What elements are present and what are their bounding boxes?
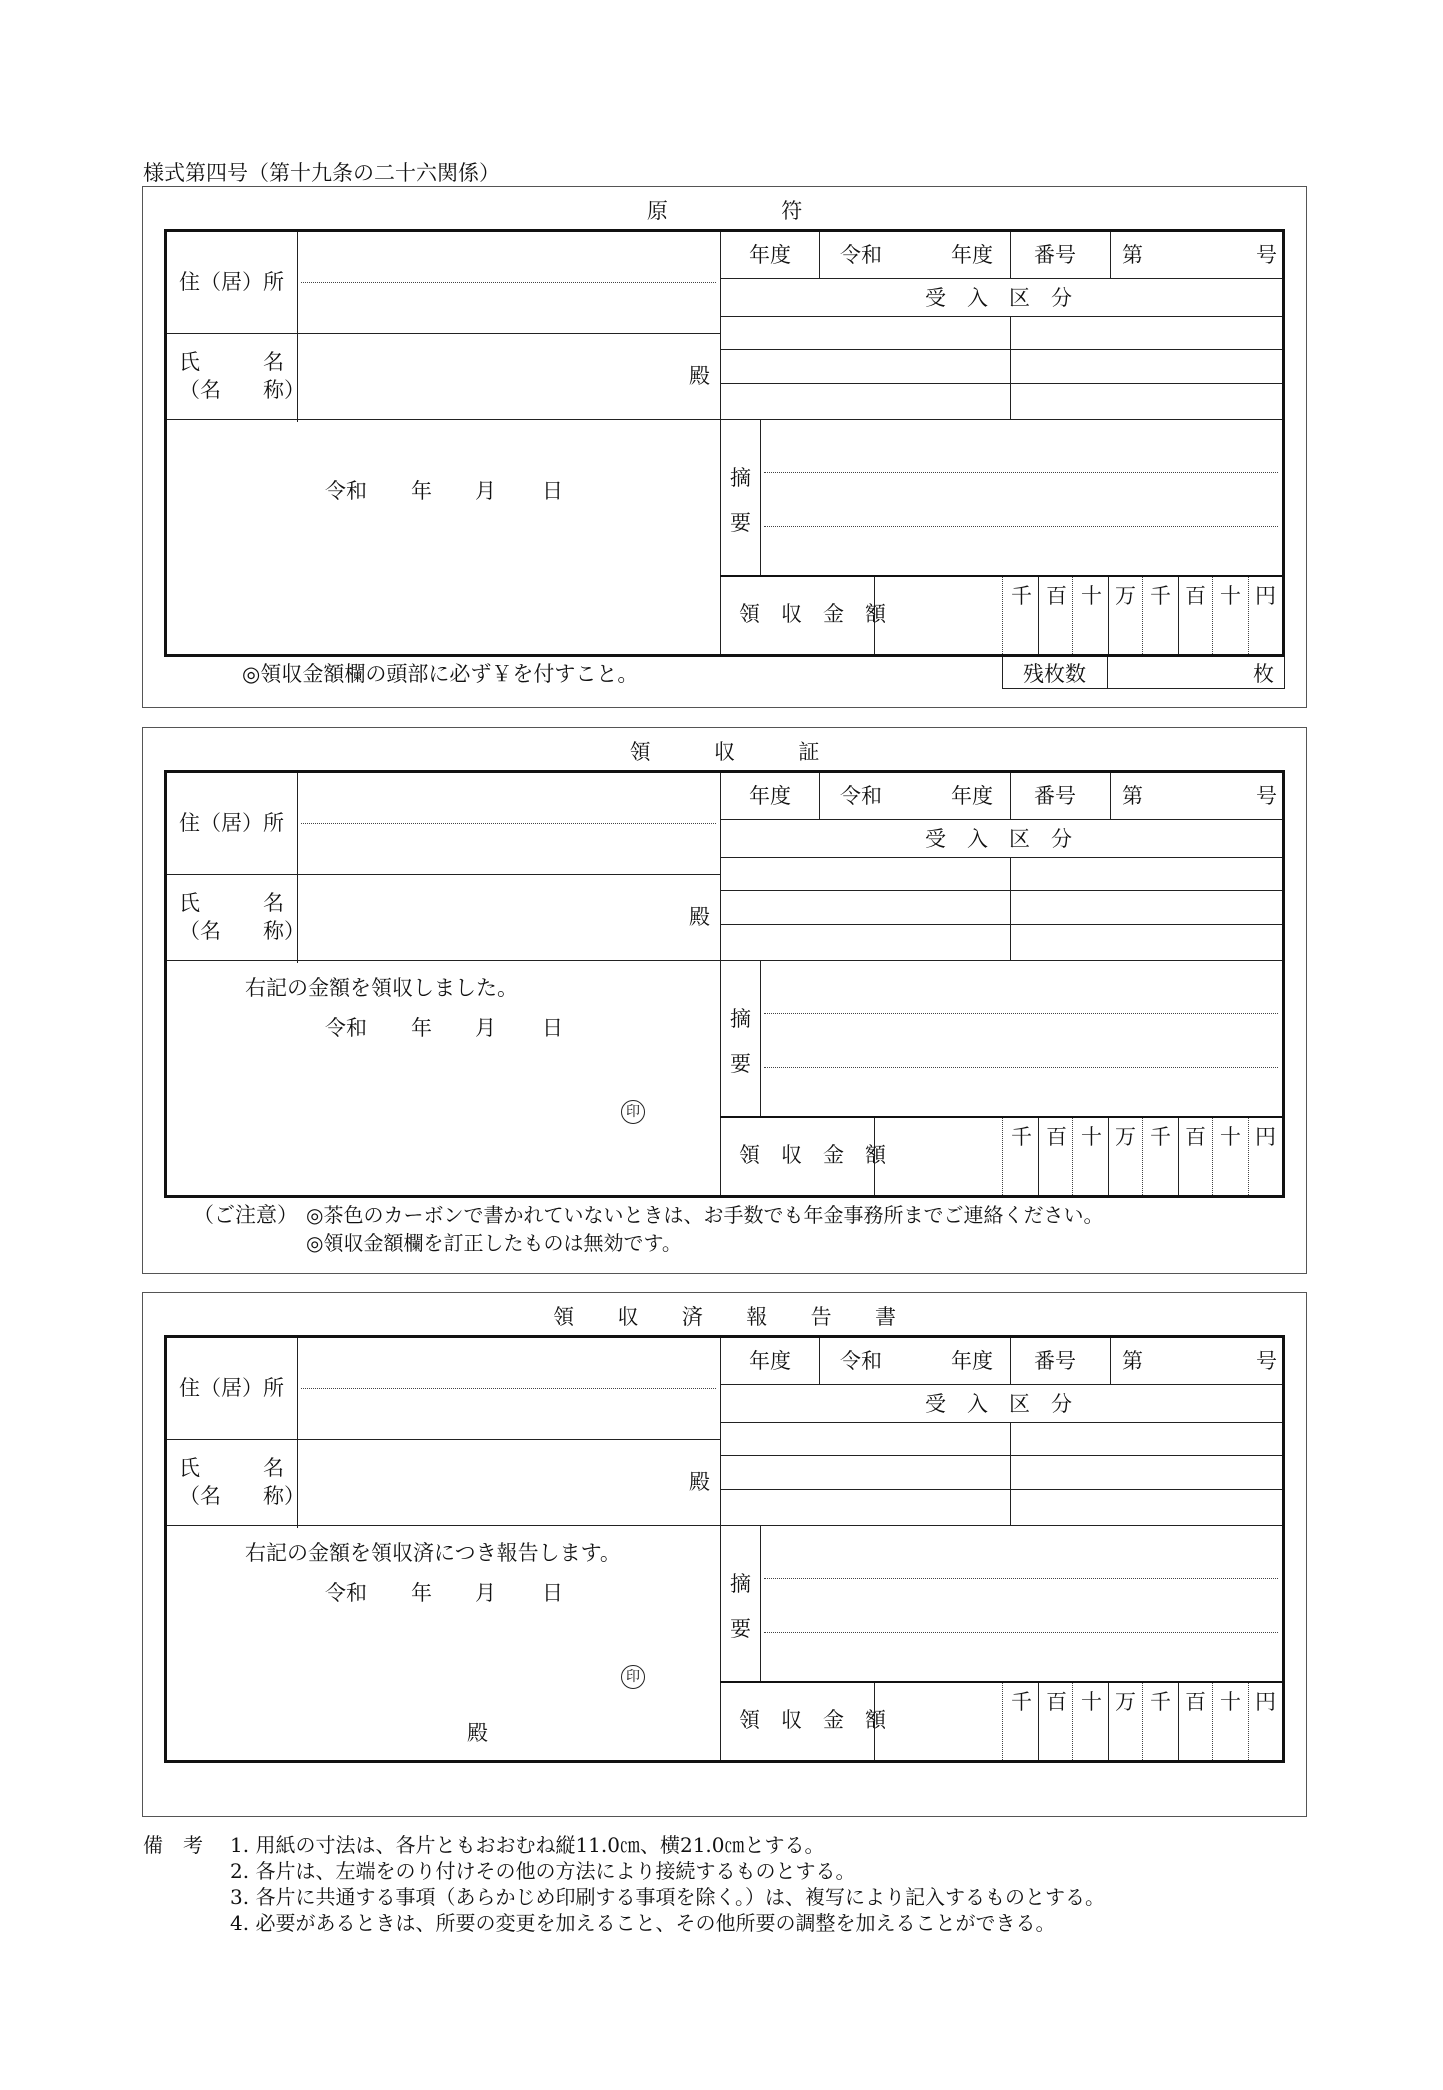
nendo2-label: 年度 <box>951 1349 993 1373</box>
ukeire-label: 受 入 区 分 <box>925 827 1072 851</box>
date-month: 月 <box>475 1581 496 1605</box>
section-title <box>143 1301 1306 1331</box>
ukeire-label: 受 入 区 分 <box>925 1392 1072 1416</box>
section-receipt <box>142 727 1307 1274</box>
remarks-label: 備 考 <box>143 1833 203 1857</box>
go-label: 号 <box>1256 243 1277 267</box>
section-title <box>143 195 1306 225</box>
reiwa-label: 令和 <box>840 243 882 267</box>
section-report <box>142 1292 1307 1817</box>
title-char: 書 <box>874 1305 896 1329</box>
digit-label: 百 <box>1185 584 1206 608</box>
title-char: 符 <box>781 199 803 223</box>
address-label: 住（居）所 <box>179 1376 284 1400</box>
nendo2-label: 年度 <box>951 243 993 267</box>
caution-label: （ご注意） <box>193 1203 298 1227</box>
digit-label: 円 <box>1255 1125 1276 1149</box>
yen-note: ◎領収金額欄の頭部に必ず￥を付すこと。 <box>242 662 639 686</box>
dai-label: 第 <box>1122 1349 1143 1373</box>
bango-label: 番号 <box>1034 784 1076 808</box>
date-reiwa: 令和 <box>325 1016 367 1040</box>
digit-label: 百 <box>1046 1125 1067 1149</box>
title-char: 原 <box>646 199 668 223</box>
address-label: 住（居）所 <box>179 270 284 294</box>
caution-line-1: ◎茶色のカーボンで書かれていないときは、お手数でも年金事務所までご連絡ください。 <box>306 1203 1104 1227</box>
remaining-unit: 枚 <box>1253 662 1274 686</box>
digit-label: 百 <box>1185 1125 1206 1149</box>
remark-item: 3. 各片に共通する事項（あらかじめ印刷する事項を除く。）は、複写により記入するものとする。 <box>230 1885 1106 1909</box>
digit-label: 十 <box>1081 1125 1102 1149</box>
name-label-1: 氏 名 <box>179 350 284 374</box>
ukeire-label: 受 入 区 分 <box>925 286 1072 310</box>
report-text: 右記の金額を領収済につき報告します。 <box>245 1541 621 1565</box>
go-label: 号 <box>1256 1349 1277 1373</box>
form-grid <box>164 229 1285 657</box>
title-char: 証 <box>798 740 820 764</box>
title-char: 領 <box>629 740 651 764</box>
remaining-label: 残枚数 <box>1023 662 1086 686</box>
title-char: 収 <box>714 740 735 764</box>
title-char: 済 <box>681 1305 703 1329</box>
bango-label: 番号 <box>1034 243 1076 267</box>
amount-label: 領 収 金 額 <box>739 1708 886 1732</box>
digit-label: 円 <box>1255 1690 1276 1714</box>
tekiyo-label-1: 摘 <box>730 1007 751 1031</box>
digit-label: 千 <box>1011 1690 1032 1714</box>
date-day: 日 <box>542 479 563 503</box>
digit-label: 万 <box>1115 1690 1136 1714</box>
tekiyo-label-2: 要 <box>730 1052 751 1076</box>
date-year: 年 <box>411 479 432 503</box>
date-reiwa: 令和 <box>325 1581 367 1605</box>
digit-label: 万 <box>1115 584 1136 608</box>
tekiyo-label-1: 摘 <box>730 1572 751 1596</box>
digit-label: 十 <box>1081 584 1102 608</box>
dai-label: 第 <box>1122 243 1143 267</box>
digit-label: 百 <box>1046 1690 1067 1714</box>
digit-label: 十 <box>1220 1690 1241 1714</box>
dono-label: 殿 <box>689 905 710 929</box>
amount-label: 領 収 金 額 <box>739 602 886 626</box>
reiwa-label: 令和 <box>840 1349 882 1373</box>
name-label-2: （名 称） <box>179 378 305 402</box>
digit-label: 円 <box>1255 584 1276 608</box>
form-grid <box>164 770 1285 1198</box>
tekiyo-label-1: 摘 <box>730 466 751 490</box>
caution-line-2: ◎領収金額欄を訂正したものは無効です。 <box>306 1231 682 1255</box>
title-char: 領 <box>553 1305 575 1329</box>
nendo2-label: 年度 <box>951 784 993 808</box>
tekiyo-label-2: 要 <box>730 511 751 535</box>
date-month: 月 <box>475 479 496 503</box>
remaining-box <box>1002 657 1285 689</box>
digit-label: 千 <box>1011 1125 1032 1149</box>
digit-label: 万 <box>1115 1125 1136 1149</box>
date-day: 日 <box>542 1581 563 1605</box>
nendo-label: 年度 <box>749 1349 791 1373</box>
remark-item: 4. 必要があるときは、所要の変更を加えること、その他所要の調整を加えることができる。 <box>230 1911 1056 1935</box>
name-label-2: （名 称） <box>179 1484 305 1508</box>
digit-label: 百 <box>1046 584 1067 608</box>
go-label: 号 <box>1256 784 1277 808</box>
section-title <box>143 736 1306 766</box>
digit-label: 百 <box>1185 1690 1206 1714</box>
reiwa-label: 令和 <box>840 784 882 808</box>
digit-label: 千 <box>1150 1125 1171 1149</box>
seal-stamp: 印 <box>621 1100 645 1124</box>
title-char: 告 <box>810 1305 832 1329</box>
tekiyo-label-2: 要 <box>730 1617 751 1641</box>
dono-label: 殿 <box>689 1470 710 1494</box>
bango-label: 番号 <box>1034 1349 1076 1373</box>
bottom-dono-label: 殿 <box>467 1721 488 1745</box>
nendo-label: 年度 <box>749 784 791 808</box>
digit-label: 十 <box>1081 1690 1102 1714</box>
name-label-1: 氏 名 <box>179 1456 284 1480</box>
remark-item: 2. 各片は、左端をのり付けその他の方法により接続するものとする。 <box>230 1859 856 1883</box>
nendo-label: 年度 <box>749 243 791 267</box>
title-char: 収 <box>617 1305 639 1329</box>
digit-label: 千 <box>1150 1690 1171 1714</box>
section-genpu <box>142 186 1307 708</box>
address-label: 住（居）所 <box>179 811 284 835</box>
date-year: 年 <box>411 1581 432 1605</box>
form-grid <box>164 1335 1285 1763</box>
date-year: 年 <box>411 1016 432 1040</box>
title-char: 報 <box>746 1305 768 1329</box>
digit-label: 千 <box>1150 584 1171 608</box>
dono-label: 殿 <box>689 364 710 388</box>
digit-label: 十 <box>1220 1125 1241 1149</box>
name-label-1: 氏 名 <box>179 891 284 915</box>
name-label-2: （名 称） <box>179 919 305 943</box>
digit-label: 十 <box>1220 584 1241 608</box>
remark-item: 1. 用紙の寸法は、各片ともおおむね縦11.0㎝、横21.0㎝とする。 <box>230 1833 825 1857</box>
form-label: 様式第四号（第十九条の二十六関係） <box>143 161 500 185</box>
date-month: 月 <box>475 1016 496 1040</box>
digit-label: 千 <box>1011 584 1032 608</box>
date-day: 日 <box>542 1016 563 1040</box>
amount-label: 領 収 金 額 <box>739 1143 886 1167</box>
seal-stamp: 印 <box>621 1665 645 1689</box>
receipt-text: 右記の金額を領収しました。 <box>245 976 518 1000</box>
dai-label: 第 <box>1122 784 1143 808</box>
date-reiwa: 令和 <box>325 479 367 503</box>
